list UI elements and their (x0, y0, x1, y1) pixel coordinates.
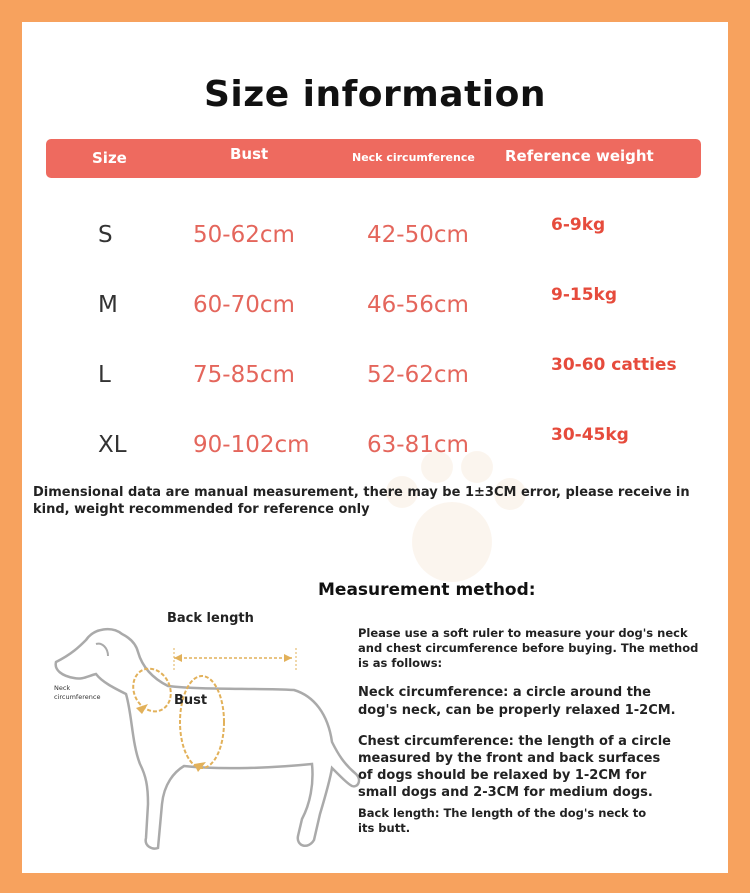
table-row (22, 348, 728, 388)
cell-bust: 50-62cm (193, 222, 295, 248)
cell-bust: 90-102cm (193, 432, 310, 458)
page-title: Size information (203, 74, 546, 115)
cell-neck: 46-56cm (367, 292, 469, 318)
header-neck: Neck circumference (352, 151, 475, 164)
dog-diagram-icon (52, 604, 362, 854)
method-chest: Chest circumference: the length of a circle measured by the front and back surfaces of dogs should be relaxed by 1-2CM for small dogs and 2-3CM for medium dogs. (358, 734, 671, 800)
neck-label: Neck circumference (54, 684, 101, 701)
cell-size: S (98, 222, 113, 248)
method-title: Measurement method: (318, 580, 536, 600)
cell-weight: 30-45kg (551, 425, 629, 445)
header-weight: Reference weight (505, 147, 654, 165)
method-intro: Please use a soft ruler to measure your dog's neck and chest circumference before buying. The method is as follows: (358, 626, 699, 670)
cell-size: L (98, 362, 111, 388)
header-bust: Bust (230, 145, 269, 163)
table-row (22, 418, 728, 458)
cell-size: M (98, 292, 118, 318)
cell-neck: 63-81cm (367, 432, 469, 458)
cell-neck: 42-50cm (367, 222, 469, 248)
cell-neck: 52-62cm (367, 362, 469, 388)
header-size: Size (92, 149, 127, 167)
cell-weight: 9-15kg (551, 285, 618, 305)
table-row (22, 278, 728, 318)
cell-size: XL (98, 432, 127, 458)
method-back: Back length: The length of the dog's neck to its butt. (358, 806, 647, 835)
measurement-note: Dimensional data are manual measurement, there may be 1±3CM error, please receive in kind, weight recommended for reference only (33, 485, 690, 517)
bust-label: Bust (174, 693, 208, 708)
cell-weight: 6-9kg (551, 215, 606, 235)
cell-weight: 30-60 catties (551, 355, 677, 375)
back-length-label: Back length (167, 611, 254, 626)
table-row (22, 208, 728, 248)
cell-bust: 75-85cm (193, 362, 295, 388)
cell-bust: 60-70cm (193, 292, 295, 318)
size-chart-card (22, 22, 728, 873)
table-header (46, 139, 701, 178)
method-neck: Neck circumference: a circle around the dog's neck, can be properly relaxed 1-2CM. (358, 685, 676, 718)
